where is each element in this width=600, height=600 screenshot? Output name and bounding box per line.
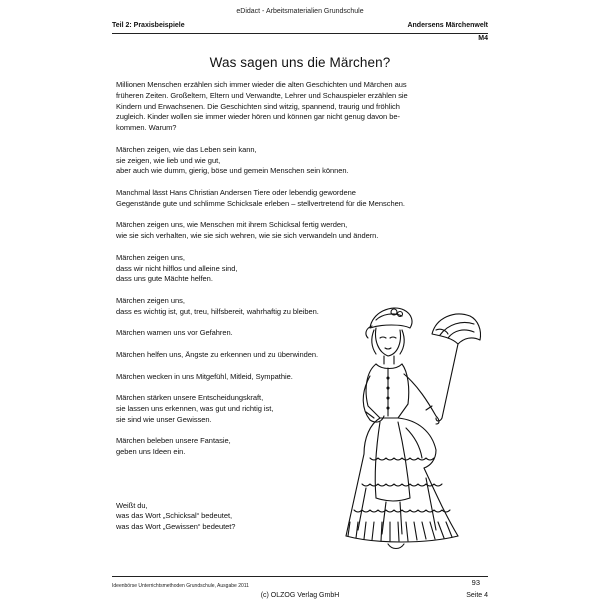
header-publisher: eDidact - Arbeitsmaterialien Grundschule xyxy=(236,8,364,15)
footer-divider xyxy=(112,576,488,577)
header-topic: Andersens Märchenwelt xyxy=(407,22,488,29)
header-row xyxy=(112,22,488,29)
paragraph: Märchen zeigen, wie das Leben sein kann, sie zeigen, wie lieb und wie gut, aber auch wie dumm, gierig, böse und gemein Menschen sein können. xyxy=(116,144,349,176)
paragraph: Märchen helfen uns, Ängste zu erkennen und zu überwinden. xyxy=(116,349,319,359)
paragraph: Märchen zeigen uns, wie Menschen mit ihrem Schicksal fertig werden, wie sie sich verhalten, wie sie sich wehren, wie sie sich verwandeln und ändern. xyxy=(116,220,379,241)
lady-with-parasol-illustration xyxy=(336,298,486,558)
paragraph: Millionen Menschen erzählen sich immer wieder die alten Geschichten und Märchen aus früheren Zeiten. Großeltern, Eltern und Verwandte, Lehrer und Schauspieler erzählen sie Kindern und Erwachsenen. Die Geschichten sind witzig, spannend, traurig und fröhlich zugleich. Kinder wollen sie immer wieder hören und können gar nicht genug davon be- kommen. Warum? xyxy=(116,80,408,133)
paragraph: Märchen warnen uns vor Gefahren. xyxy=(116,328,233,338)
footer-copyright: (c) OLZOG Verlag GmbH xyxy=(260,592,340,599)
paragraph: Märchen zeigen uns, dass wir nicht hilflos und alleine sind, dass uns gute Mächte helfen. xyxy=(116,252,238,284)
paragraph: Märchen stärken unsere Entscheidungskraft, sie lassen uns erkennen, was gut und richtig ist, sie sind wie unser Gewissen. xyxy=(116,393,274,424)
header-code: M4 xyxy=(478,35,488,42)
header-divider xyxy=(112,33,488,34)
footer-page-number: 93 xyxy=(471,578,480,587)
footer-source: Ideenbörse Unterrichtsmethoden Grundschule, Ausgabe 2011 xyxy=(112,583,249,589)
header-section: Teil 2: Praxisbeispiele xyxy=(112,22,185,29)
paragraph: Märchen beleben unsere Fantasie, geben uns Ideen ein. xyxy=(116,436,231,457)
paragraph: Märchen wecken in uns Mitgefühl, Mitleid, Sympathie. xyxy=(116,371,293,381)
footer-sheet-number: Seite 4 xyxy=(466,592,488,599)
question-block: Weißt du, was das Wort „Schicksal“ bedeutet, was das Wort „Gewissen“ bedeutet? xyxy=(116,500,236,532)
worksheet-page xyxy=(104,8,496,598)
paragraph: Manchmal lässt Hans Christian Andersen Tiere oder lebendig gewordene Gegenstände gute und schlimme Schicksale erleben – stellvertretend für die Menschen. xyxy=(116,187,405,208)
page-title: Was sagen uns die Märchen? xyxy=(209,55,391,70)
paragraph: Märchen zeigen uns, dass es wichtig ist, gut, treu, hilfsbereit, wahrhaftig zu bleiben. xyxy=(116,295,319,316)
